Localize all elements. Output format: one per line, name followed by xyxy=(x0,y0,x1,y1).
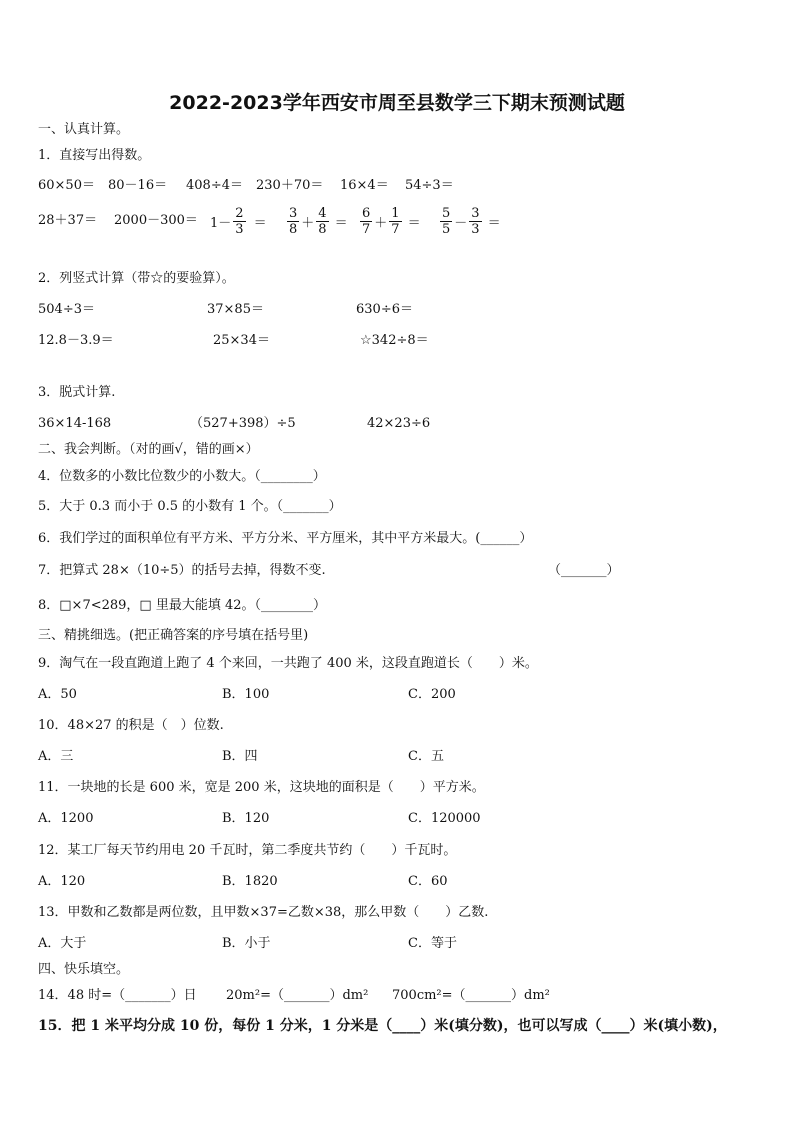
calc-item: 408÷4＝ xyxy=(186,178,243,193)
section-2-heading: 二、我会判断。（对的画√，错的画×） xyxy=(38,442,259,457)
option-a: A．120 xyxy=(38,874,86,889)
option-b: B．1820 xyxy=(222,874,278,889)
question-8: 8．□×7<289，□ 里最大能填 42。（________） xyxy=(38,598,327,613)
option-c: C．五 xyxy=(408,749,444,764)
question-14-part-b: 20m²=（_______）dm² xyxy=(226,988,369,1003)
option-b: B．小于 xyxy=(222,936,271,951)
calc-item: 80－16＝ xyxy=(108,178,168,193)
question-9: 9．淘气在一段直跑道上跑了 4 个来回，一共跑了 400 米，这段直跑道长（ ）米。 xyxy=(38,656,538,671)
vertical-calc-item: 25×34＝ xyxy=(213,333,270,348)
question-14-part-a: 14．48 时=（_______）日 xyxy=(38,988,197,1003)
question-3: 3．脱式计算. xyxy=(38,385,116,400)
calc-item: 54÷3＝ xyxy=(405,178,454,193)
section-1-heading: 一、认真计算。 xyxy=(38,122,130,137)
answer-blank: （_______） xyxy=(548,563,620,578)
option-b: B．四 xyxy=(222,749,258,764)
question-13: 13．甲数和乙数都是两位数，且甲数×37=乙数×38，那么甲数（ ）乙数. xyxy=(38,905,489,920)
fraction-expression-2: $\frac{3}{8}$ ＋ $\frac{4}{8}$ ＝ xyxy=(289,206,348,237)
question-6: 6．我们学过的面积单位有平方米、平方分米、平方厘米，其中平方米最大。(______） xyxy=(38,531,533,546)
option-c: C．200 xyxy=(408,687,456,702)
question-11: 11．一块地的长是 600 米，宽是 200 米，这块地的面积是（ ）平方米。 xyxy=(38,780,485,795)
stepwise-calc-item: （527+398）÷5 xyxy=(190,416,296,431)
option-a: A．大于 xyxy=(38,936,87,951)
option-b: B．100 xyxy=(222,687,270,702)
calc-item: 16×4＝ xyxy=(340,178,389,193)
option-c: C．等于 xyxy=(408,936,457,951)
question-15: 15．把 1 米平均分成 10 份，每份 1 分米，1 分米是（____）米(填分数)，也可以写成（____）米(填小数)， xyxy=(38,1018,727,1034)
question-10: 10．48×27 的积是（ ）位数. xyxy=(38,718,224,733)
question-12: 12．某工厂每天节约用电 20 千瓦时，第二季度共节约（ ）千瓦时。 xyxy=(38,843,457,858)
vertical-calc-item: 37×85＝ xyxy=(207,302,264,317)
page-title: 2022-2023学年西安市周至县数学三下期末预测试题 xyxy=(169,92,625,114)
option-a: A．1200 xyxy=(38,811,94,826)
stepwise-calc-item: 36×14-168 xyxy=(38,416,112,431)
calc-item: 60×50＝ xyxy=(38,178,95,193)
calc-item: 230＋70＝ xyxy=(256,178,324,193)
calc-item: 2000－300＝ xyxy=(114,213,198,228)
fraction-expression-4: $\frac{5}{5}$ － $\frac{3}{3}$ ＝ xyxy=(442,206,501,237)
option-a: A．三 xyxy=(38,749,74,764)
vertical-calc-item: 504÷3＝ xyxy=(38,302,95,317)
option-b: B．120 xyxy=(222,811,270,826)
question-7: 7．把算式 28×（10÷5）的括号去掉，得数不变. xyxy=(38,563,326,578)
vertical-calc-item: ☆342÷8＝ xyxy=(360,333,429,348)
question-14-part-c: 700cm²=（_______）dm² xyxy=(392,988,550,1003)
section-4-heading: 四、快乐填空。 xyxy=(38,962,130,977)
vertical-calc-item: 12.8－3.9＝ xyxy=(38,333,114,348)
fraction-expression-1: 1－ $\frac{2}{3}$ ＝ xyxy=(210,206,267,237)
question-2: 2．列竖式计算（带☆的要验算）。 xyxy=(38,271,235,286)
fraction-expression-3: $\frac{6}{7}$ ＋ $\frac{1}{7}$ ＝ xyxy=(362,206,421,237)
question-1: 1．直接写出得数。 xyxy=(38,148,151,163)
vertical-calc-item: 630÷6＝ xyxy=(356,302,413,317)
option-c: C．120000 xyxy=(408,811,481,826)
stepwise-calc-item: 42×23÷6 xyxy=(367,416,431,431)
question-4: 4．位数多的小数比位数少的小数大。（________） xyxy=(38,469,326,484)
section-3-heading: 三、精挑细选。(把正确答案的序号填在括号里) xyxy=(38,628,309,643)
option-c: C．60 xyxy=(408,874,448,889)
option-a: A．50 xyxy=(38,687,77,702)
question-5: 5．大于 0.3 而小于 0.5 的小数有 1 个。（_______） xyxy=(38,499,342,514)
calc-item: 28＋37＝ xyxy=(38,213,98,228)
